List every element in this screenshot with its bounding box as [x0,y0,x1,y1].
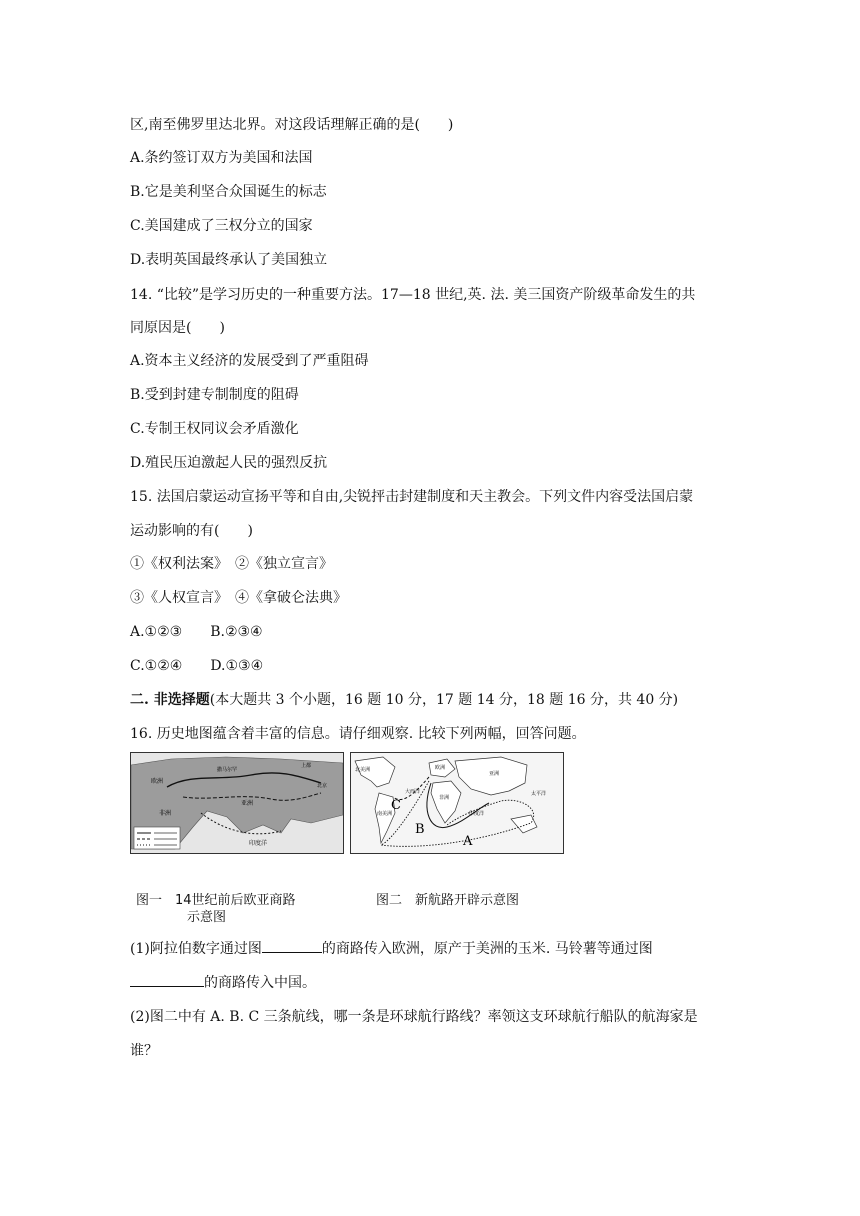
map2-route-a: A [463,834,473,849]
map2-label-asia: 亚洲 [489,771,500,777]
map1-trade-routes [130,752,344,854]
q15-items-2: ③《人权宣言》 ④《拿破仑法典》 [130,590,347,606]
q14-stem-line2: 同原因是( ) [130,320,225,336]
map1-caption-line1: 图一 14世纪前后欧亚商路 [136,893,296,908]
q15-options-cd: C.①②④ D.①③④ [130,658,264,674]
q14-option-a: A.资本主义经济的发展受到了严重阻碍 [130,353,369,369]
q15-options-ab: A.①②③ B.②③④ [130,624,263,640]
q13-option-b: B.它是美利坚合众国诞生的标志 [130,184,327,200]
section2-scoring: (本大题共 3 个小题，16 题 10 分，17 题 14 分，18 题 16 分，共 40 分) [209,692,679,708]
q13-stem-end: 区,南至佛罗里达北界。对这段话理解正确的是( ) [130,117,454,133]
map2-route-c: C [391,798,401,813]
q16-part1-tail: 的商路传入中国。 [204,975,316,991]
q15-stem-line2: 运动影响的有( ) [130,523,253,539]
map1-label-shangdu: 上都 [301,763,312,769]
map2-label-pacific: 太平洋 [531,791,547,797]
map2-label-atlantic: 大西洋 [405,789,421,795]
q13-option-d: D.表明英国最终承认了美国独立 [130,252,328,268]
section2-title: 二. 非选择题 [130,692,210,708]
q15-items-1: ①《权利法案》 ②《独立宣言》 [130,556,333,572]
q14-option-d: D.殖民压迫激起人民的强烈反抗 [130,455,328,471]
q14-option-b: B.受到封建专制制度的阻碍 [130,387,299,403]
q13-option-c: C.美国建成了三权分立的国家 [130,218,313,234]
map1-label-beijing: 北京 [317,783,328,789]
q16-part2-line1: (2)图二中有 A. B. C 三条航线，哪一条是环球航行路线？率领这支环球航行船队的航海家是 [130,1009,698,1025]
map1-label-asia: 亚洲 [241,800,254,807]
section2-heading [130,689,678,709]
map1-caption-line2: 示意图 [187,910,227,925]
map2-route-b: B [415,822,425,837]
map1-label-samarkand: 撒马尔罕 [217,767,238,773]
map2-label-indian-ocean: 印度洋 [469,811,485,817]
q16-part1-lead: (1)阿拉伯数字通过图 [130,941,262,957]
answer-blank-1[interactable] [262,940,322,953]
q14-stem-line1: 14. “比较”是学习历史的一种重要方法。17—18 世纪,英. 法. 美三国资产阶级革命发生的共 [130,287,696,303]
q16-part1-line2 [130,972,316,992]
q16-part2-line2: 谁？ [130,1043,158,1059]
map2-new-sea-routes [350,752,564,854]
map2-drawing [351,753,563,853]
q15-stem-line1: 15. 法国启蒙运动宣扬平等和自由,尖锐抨击封建制度和天主教会。下列文件内容受法国启蒙 [130,489,694,505]
map1-label-indian-ocean: 印度洋 [249,840,268,847]
answer-blank-2[interactable] [130,974,204,987]
q16-part1-middle: 的商路传入欧洲，原产于美洲的玉米. 马铃薯等通过图 [321,941,653,957]
map1-label-africa: 非洲 [159,810,172,817]
map1-drawing [131,753,343,853]
map2-label-north-america: 北美洲 [355,767,371,773]
map2-caption: 图二 新航路开辟示意图 [376,893,520,908]
q13-option-a: A.条约签订双方为美国和法国 [130,150,313,166]
map2-label-europe: 欧洲 [435,765,446,771]
map2-label-africa: 非洲 [439,795,450,801]
q16-stem: 16. 历史地图蕴含着丰富的信息。请仔细观察. 比较下列两幅，回答问题。 [130,726,586,742]
q16-part1-line1 [130,938,653,958]
q14-option-c: C.专制王权同议会矛盾激化 [130,421,299,437]
map1-label-europe: 欧洲 [151,778,164,785]
map2-label-south-america: 南美洲 [377,811,393,817]
